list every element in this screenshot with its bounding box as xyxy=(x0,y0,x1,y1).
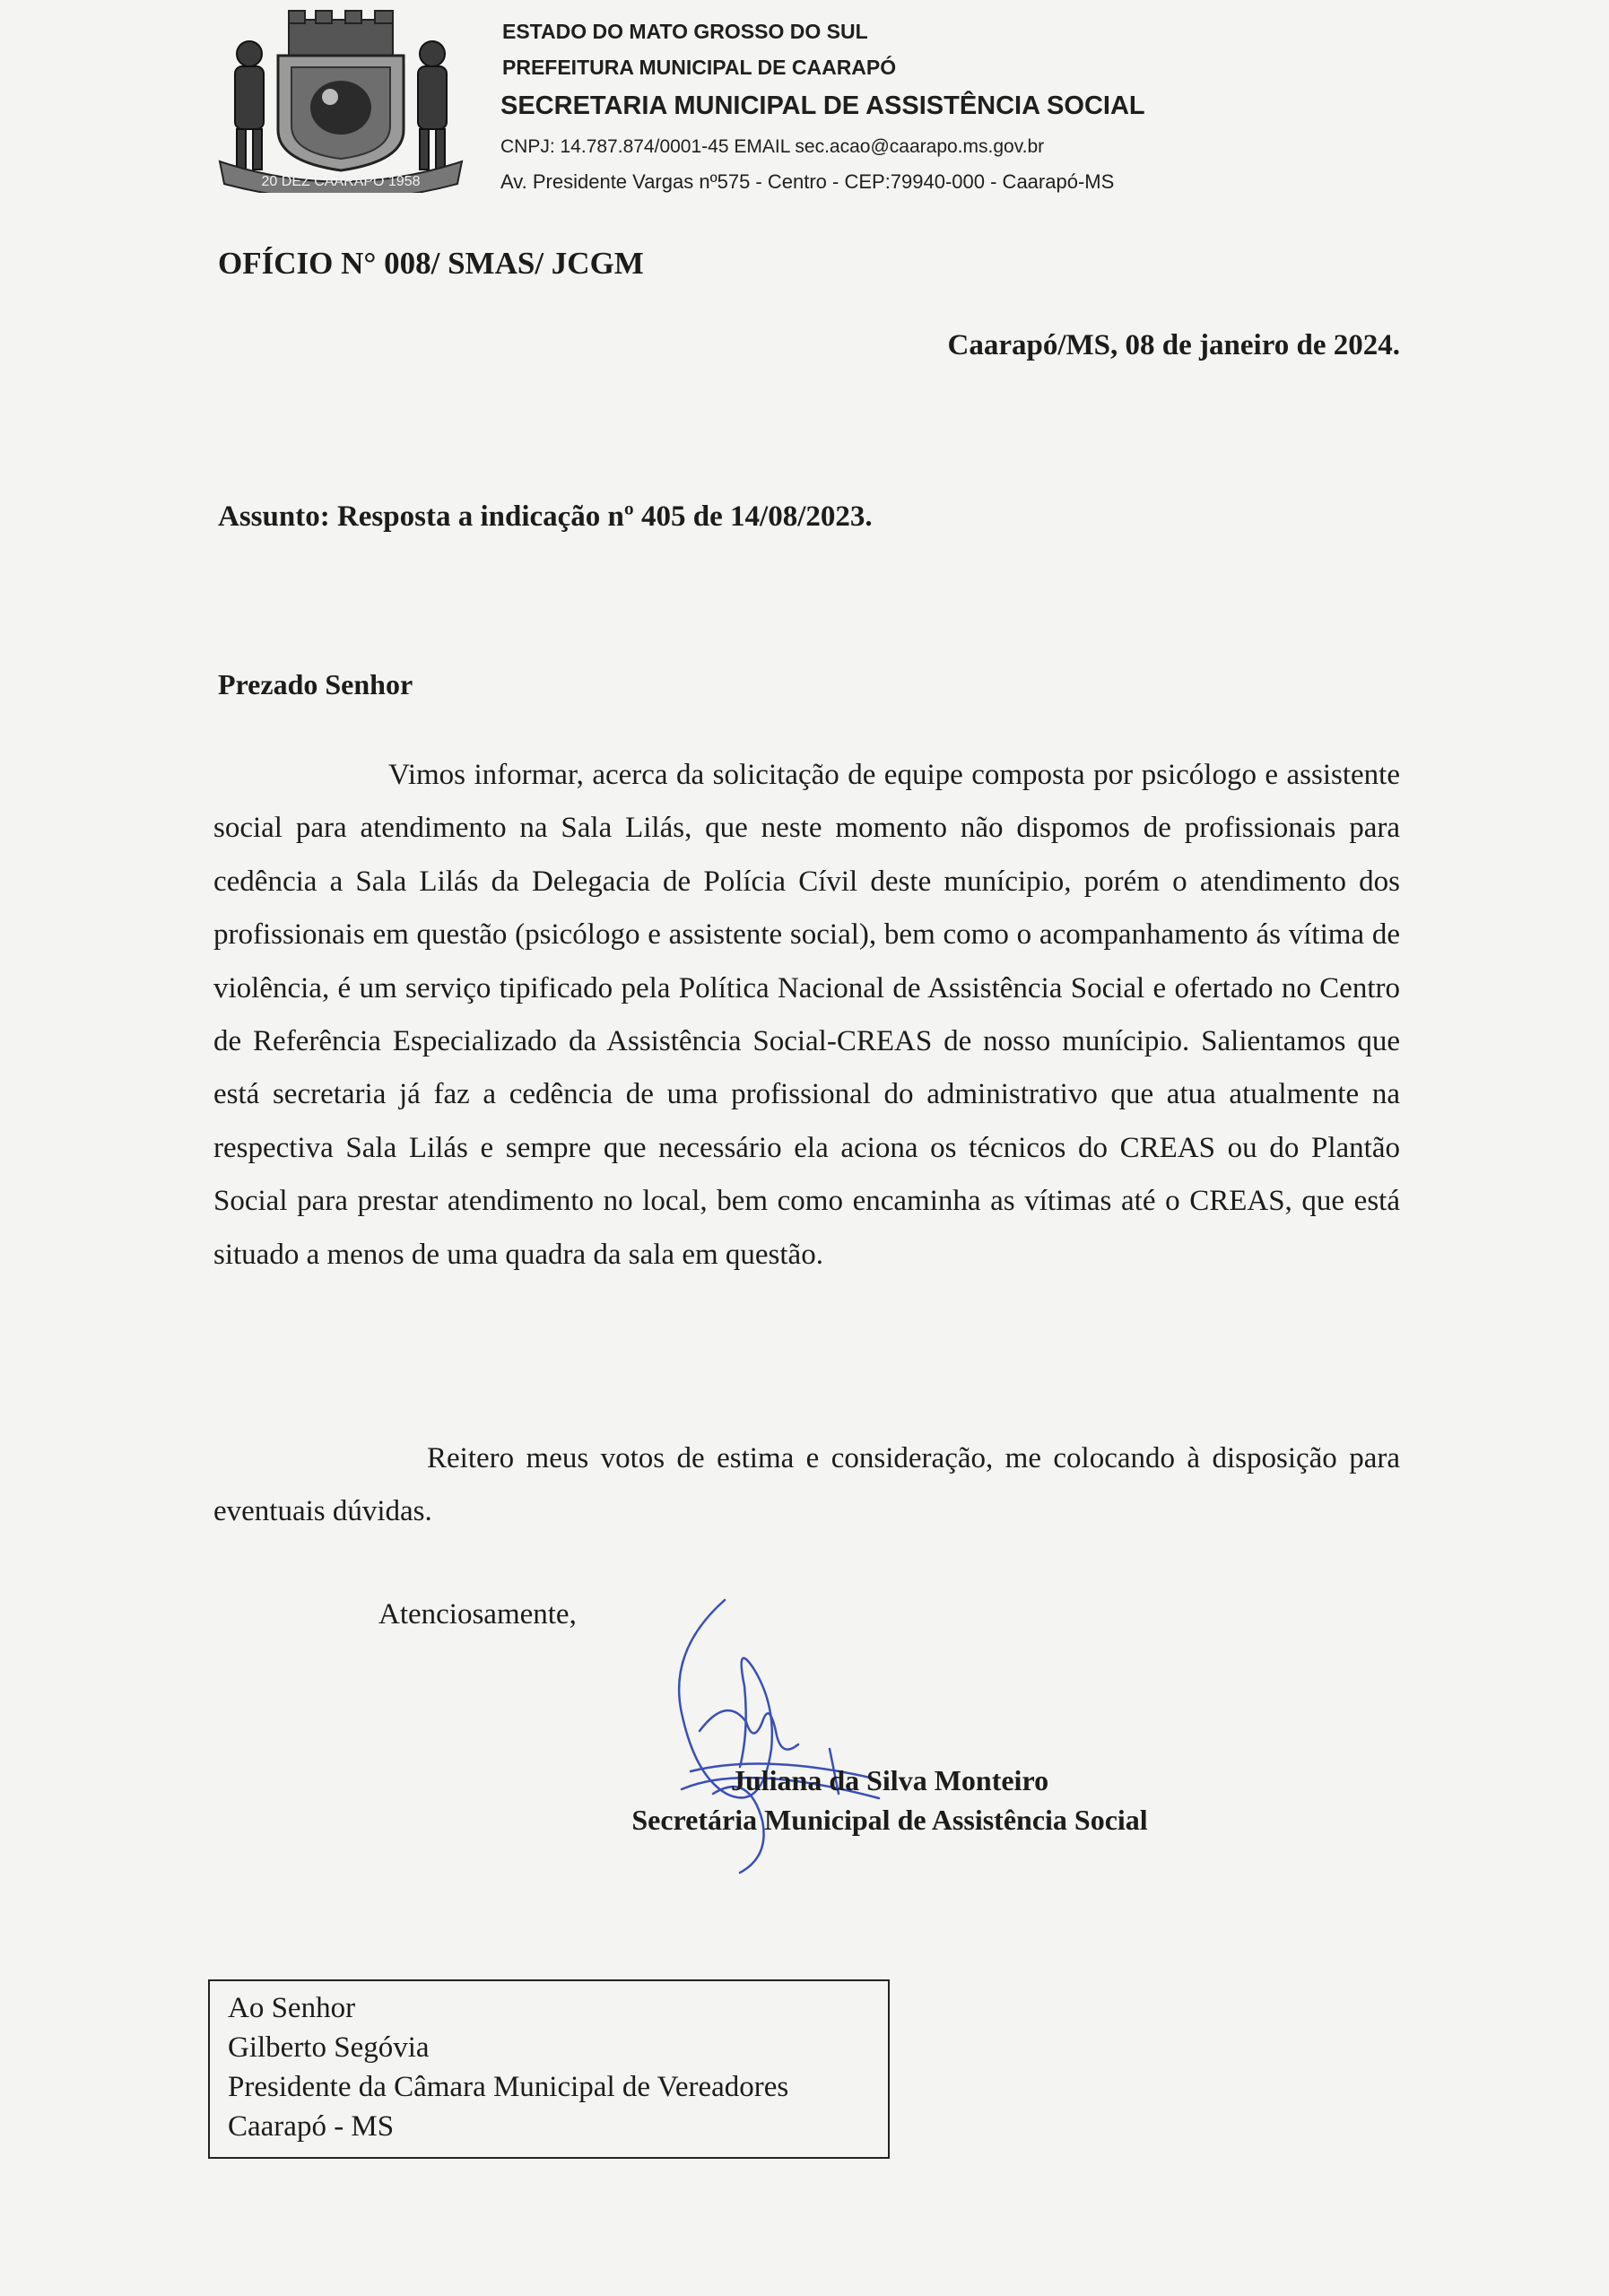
signer-name: Juliana da Silva Monteiro xyxy=(730,1764,1049,1796)
closing: Atenciosamente, xyxy=(378,1598,577,1631)
body-paragraph: Vimos informar, acerca da solicitação de equipe composta por psicólogo e assistente social para atendimento na Sala Lilás, que neste momento não dispomos de profissionais para cedência a Sala Lilás da Delegacia de Polícia Cívil deste munícipio, porém o atendimento dos profissionais em questão (psicólogo e assistente social), bem como o acompanhamento ás vítima de violência, é um serviço tipificado pela Política Nacional de Assistência Social e ofertado no Centro de Referência Especializado da Assistência Social-CREAS de nosso munícipio. Salientamos que está secretaria já faz a cedência de uma profissional do administrativo que atua atualmente na respectiva Sala Lilás e sempre que necessário ela aciona os técnicos do CREAS ou do Plantão Social para prestar atendimento no local, bem como encaminha as vítimas até o CREAS, que está situado a menos de uma quadra da sala em questão. xyxy=(213,759,1400,1271)
crest-banner-text: 20 DEZ CAARAPÓ 1958 xyxy=(261,174,421,189)
header-state: ESTADO DO MATO GROSSO DO SUL xyxy=(502,20,868,43)
body-paragraph: Reitero meus votos de estima e consideração, me colocando à disposição para eventuais dúvidas. xyxy=(213,1442,1400,1528)
header-address: Av. Presidente Vargas nº575 - Centro - CEP:79940-000 - Caarapó-MS xyxy=(500,170,1115,193)
document-subject: Assunto: Resposta a indicação nº 405 de 14/08/2023. xyxy=(218,500,873,533)
recipient-box xyxy=(208,1979,890,2159)
recipient-line: Caarapó - MS xyxy=(228,2110,395,2143)
header-contact: CNPJ: 14.787.874/0001-45 EMAIL sec.acao@caarapo.ms.gov.br xyxy=(500,136,1045,157)
header-secretariat: SECRETARIA MUNICIPAL DE ASSISTÊNCIA SOCIAL xyxy=(500,91,1145,120)
salutation: Prezado Senhor xyxy=(218,668,413,700)
recipient-line: Gilberto Segóvia xyxy=(228,2031,430,2064)
signer-title: Secretária Municipal de Assistência Social xyxy=(631,1804,1148,1836)
recipient-line: Ao Senhor xyxy=(228,1992,356,2024)
document-date: Caarapó/MS, 08 de janeiro de 2024. xyxy=(947,329,1400,361)
document-number: OFÍCIO N° 008/ SMAS/ JCGM xyxy=(218,246,644,281)
header-prefecture: PREFEITURA MUNICIPAL DE CAARAPÓ xyxy=(502,56,897,79)
recipient-line: Presidente da Câmara Municipal de Vereadores xyxy=(228,2071,789,2103)
coat-of-arms-icon xyxy=(215,9,466,193)
